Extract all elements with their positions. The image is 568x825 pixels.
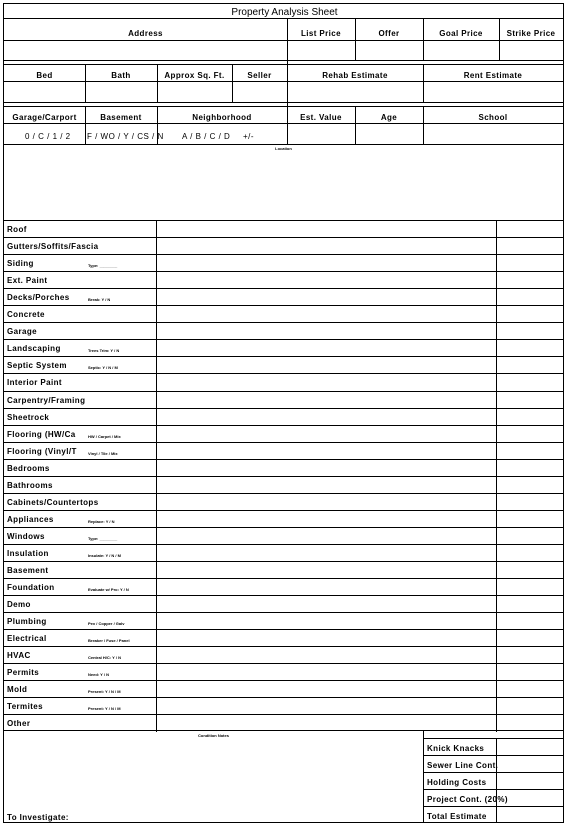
row-cost-field[interactable]	[498, 289, 562, 304]
property-analysis-sheet	[3, 3, 564, 823]
row-sub-options[interactable]: HW / Carpet / Mix	[88, 433, 121, 439]
garage-options[interactable]: 0 / C / 1 / 2	[25, 132, 71, 141]
list-price-field[interactable]	[288, 41, 354, 59]
row-label: Windows	[7, 531, 45, 541]
est-value-header: Est. Value	[300, 113, 342, 122]
row-label: Garage	[7, 327, 37, 337]
row-cost-field[interactable]	[498, 340, 562, 355]
cost-value-field[interactable]	[498, 790, 562, 805]
row-notes-field[interactable]	[157, 528, 496, 543]
row-sub-options[interactable]: Central H/C: Y / N	[88, 655, 121, 661]
row-notes-field[interactable]	[157, 494, 496, 509]
row-label: Other	[7, 719, 31, 729]
row-cost-field[interactable]	[498, 392, 562, 407]
row-notes-field[interactable]	[157, 664, 496, 679]
table-row	[4, 714, 563, 731]
row-label: Bathrooms	[7, 480, 53, 490]
row-notes-field[interactable]	[157, 255, 496, 270]
row-label: Carpentry/Framing	[7, 395, 86, 405]
divider	[496, 220, 497, 732]
est-value-field[interactable]	[288, 124, 354, 143]
row-cost-field[interactable]	[498, 528, 562, 543]
offer-field[interactable]	[356, 41, 422, 59]
row-cost-field[interactable]	[498, 494, 562, 509]
divider	[4, 106, 563, 107]
divider	[4, 64, 563, 65]
table-row	[4, 544, 563, 561]
row-cost-field[interactable]	[498, 681, 562, 696]
cost-label: Holding Costs	[427, 778, 487, 787]
table-row	[4, 305, 563, 322]
seller-field[interactable]	[233, 82, 286, 101]
row-label: Flooring (HW/Ca	[7, 429, 76, 439]
row-cost-field[interactable]	[498, 545, 562, 560]
row-sub-options[interactable]: Evaluate w/ Pro: Y / N	[88, 587, 129, 593]
row-sub-options[interactable]: Breaker / Fuse / Panel	[88, 638, 130, 644]
offer-header: Offer	[378, 29, 400, 38]
row-notes-field[interactable]	[157, 409, 496, 424]
row-notes-field[interactable]	[157, 460, 496, 475]
age-header: Age	[380, 113, 398, 122]
row-notes-field[interactable]	[157, 545, 496, 560]
row-label: Decks/Porches	[7, 293, 70, 303]
row-label: Permits	[7, 668, 40, 678]
row-cost-field[interactable]	[498, 596, 562, 611]
table-row	[4, 561, 563, 578]
age-field[interactable]	[356, 124, 422, 143]
sqft-field[interactable]	[158, 82, 231, 101]
row-label: Bedrooms	[7, 463, 50, 473]
school-header: School	[478, 113, 508, 122]
row-sub-options[interactable]: Present: Y / N / M	[88, 689, 121, 695]
row-notes-field[interactable]	[157, 443, 496, 458]
row-cost-field[interactable]	[498, 511, 562, 526]
row-cost-field[interactable]	[498, 357, 562, 372]
row-cost-field[interactable]	[498, 426, 562, 441]
table-row	[4, 254, 563, 271]
row-label: Demo	[7, 600, 31, 610]
row-sub-options[interactable]: Pex / Copper / Galv	[88, 621, 125, 627]
divider	[4, 18, 563, 19]
table-row	[4, 680, 563, 697]
row-notes-field[interactable]	[157, 374, 496, 389]
row-cost-field[interactable]	[498, 323, 562, 338]
garage-header: Garage/Carport	[12, 113, 77, 122]
table-row	[4, 476, 563, 493]
row-cost-field[interactable]	[498, 443, 562, 458]
row-notes-field[interactable]	[157, 306, 496, 321]
row-cost-field[interactable]	[498, 562, 562, 577]
location-field[interactable]	[5, 152, 562, 218]
row-notes-field[interactable]	[157, 392, 496, 407]
row-notes-field[interactable]	[157, 238, 496, 253]
row-label: Septic System	[7, 361, 67, 371]
strike-price-header: Strike Price	[506, 29, 556, 38]
row-label: Landscaping	[7, 344, 61, 354]
cost-label: Project Cont. (20%)	[427, 795, 508, 804]
row-label: Insulation	[7, 548, 49, 558]
divider	[4, 730, 563, 731]
table-row	[4, 237, 563, 254]
table-row	[4, 527, 563, 544]
divider	[496, 738, 497, 823]
row-notes-field[interactable]	[157, 511, 496, 526]
row-label: Cabinets/Countertops	[7, 497, 99, 507]
divider	[4, 60, 563, 61]
row-cost-field[interactable]	[498, 630, 562, 645]
neighborhood-header: Neighborhood	[192, 113, 252, 122]
row-cost-field[interactable]	[498, 477, 562, 492]
school-field[interactable]	[424, 124, 562, 143]
row-notes-field[interactable]	[157, 357, 496, 372]
row-label: Sheetrock	[7, 412, 50, 422]
cost-label: Total Estimate	[427, 812, 487, 821]
bed-header: Bed	[36, 71, 53, 80]
row-notes-field[interactable]	[157, 715, 496, 730]
table-row	[4, 493, 563, 510]
cost-label: Knick Knacks	[427, 744, 485, 753]
bed-field[interactable]	[5, 82, 84, 101]
row-sub-options[interactable]: Insulate: Y / N / M	[88, 552, 121, 558]
row-label: Flooring (Vinyl/T	[7, 446, 77, 456]
table-row	[4, 373, 563, 390]
table-row	[4, 408, 563, 425]
neighborhood-plus-minus[interactable]: +/-	[243, 132, 255, 141]
table-row	[4, 288, 563, 305]
row-cost-field[interactable]	[498, 374, 562, 389]
row-sub-options[interactable]: Type: ________	[88, 535, 118, 541]
table-row	[4, 322, 563, 339]
row-cost-field[interactable]	[498, 664, 562, 679]
row-notes-field[interactable]	[157, 289, 496, 304]
neighborhood-options[interactable]: A / B / C / D	[182, 132, 231, 141]
table-row	[4, 612, 563, 629]
row-sub-options[interactable]: Present: Y / N / M	[88, 706, 121, 712]
row-label: Mold	[7, 685, 28, 695]
strike-price-field[interactable]	[500, 41, 562, 59]
bath-field[interactable]	[86, 82, 156, 101]
rehab-estimate-field[interactable]	[289, 82, 422, 101]
row-notes-field[interactable]	[157, 647, 496, 662]
row-cost-field[interactable]	[498, 221, 562, 236]
row-label: Gutters/Soffits/Fascia	[7, 242, 99, 252]
row-sub-options[interactable]: Vinyl / Tile / Mix	[88, 450, 118, 456]
list-price-header: List Price	[300, 29, 341, 38]
table-row	[4, 339, 563, 356]
divider	[423, 730, 424, 823]
table-row	[4, 697, 563, 714]
row-label: Roof	[7, 225, 27, 234]
table-row	[4, 442, 563, 459]
row-notes-field[interactable]	[157, 698, 496, 713]
row-sub-options[interactable]: Type: ________	[88, 263, 118, 269]
table-row	[4, 220, 563, 237]
basement-options-cell[interactable]	[86, 124, 164, 143]
table-row	[4, 595, 563, 612]
seller-header: Seller	[247, 71, 272, 80]
rehab-estimate-header: Rehab Estimate	[322, 71, 388, 80]
cost-value-field[interactable]	[498, 773, 562, 788]
row-notes-field[interactable]	[157, 596, 496, 611]
row-notes-field[interactable]	[157, 477, 496, 492]
table-row	[4, 391, 563, 408]
cost-label: Sewer Line Cont.	[427, 761, 499, 770]
table-row	[4, 459, 563, 476]
table-row	[4, 510, 563, 527]
row-label: Basement	[7, 566, 49, 575]
row-label: HVAC	[7, 651, 31, 661]
condition-notes-label: Condition Notes	[198, 733, 229, 738]
table-row	[4, 663, 563, 680]
row-label: Appliances	[7, 514, 54, 524]
row-cost-field[interactable]	[498, 460, 562, 475]
cost-value-field[interactable]	[498, 807, 562, 822]
row-label: Termites	[7, 702, 43, 712]
row-sub-options[interactable]: Replace: Y / N	[88, 518, 115, 524]
table-row	[4, 646, 563, 663]
row-notes-field[interactable]	[157, 681, 496, 696]
address-header: Address	[128, 29, 163, 38]
row-sub-options[interactable]: Trees Trim: Y / N	[88, 348, 120, 354]
row-label: Ext. Paint	[7, 276, 48, 286]
row-cost-field[interactable]	[498, 613, 562, 628]
rent-estimate-header: Rent Estimate	[463, 71, 523, 80]
table-row	[4, 271, 563, 288]
row-cost-field[interactable]	[498, 272, 562, 287]
divider	[4, 144, 563, 145]
sheet-title: Property Analysis Sheet	[231, 7, 338, 18]
row-cost-field[interactable]	[498, 715, 562, 730]
cost-value-field[interactable]	[498, 739, 562, 754]
rent-estimate-field[interactable]	[424, 82, 562, 101]
row-notes-field[interactable]	[157, 579, 496, 594]
row-cost-field[interactable]	[498, 306, 562, 321]
row-label: Interior Paint	[7, 378, 62, 388]
row-notes-field[interactable]	[157, 562, 496, 577]
divider	[4, 102, 563, 103]
row-label: Electrical	[7, 634, 47, 644]
bath-header: Bath	[111, 71, 131, 80]
table-row	[4, 425, 563, 442]
row-cost-field[interactable]	[498, 409, 562, 424]
row-label: Concrete	[7, 310, 45, 320]
row-cost-field[interactable]	[498, 647, 562, 662]
row-cost-field[interactable]	[498, 698, 562, 713]
row-cost-field[interactable]	[498, 238, 562, 253]
goal-price-field[interactable]	[424, 41, 498, 59]
basement-header: Basement	[100, 113, 142, 122]
row-sub-options[interactable]: Need: Y / N	[88, 672, 109, 678]
row-sub-options[interactable]: Break: Y / N	[88, 297, 111, 303]
cost-value-field[interactable]	[498, 756, 562, 771]
row-label: Siding	[7, 259, 34, 269]
row-notes-field[interactable]	[157, 613, 496, 628]
row-notes-field[interactable]	[157, 340, 496, 355]
row-sub-options[interactable]: Septic: Y / N / M	[88, 365, 118, 371]
row-cost-field[interactable]	[498, 255, 562, 270]
to-investigate-label: To Investigate:	[7, 813, 69, 822]
condition-notes-field[interactable]	[5, 739, 421, 809]
table-row	[4, 356, 563, 373]
row-label: Plumbing	[7, 617, 47, 627]
row-notes-field[interactable]	[157, 630, 496, 645]
row-cost-field[interactable]	[498, 579, 562, 594]
row-notes-field[interactable]	[157, 272, 496, 287]
location-label: Location	[275, 146, 292, 151]
basement-options: F / WO / Y / CS / N	[87, 132, 164, 141]
sqft-header: Approx Sq. Ft.	[164, 71, 225, 80]
row-notes-field[interactable]	[157, 221, 496, 236]
goal-price-header: Goal Price	[439, 29, 483, 38]
row-notes-field[interactable]	[157, 323, 496, 338]
row-label: Foundation	[7, 583, 55, 593]
table-row	[4, 578, 563, 595]
row-notes-field[interactable]	[157, 426, 496, 441]
table-row	[4, 629, 563, 646]
address-field[interactable]	[5, 41, 286, 59]
divider	[156, 220, 157, 732]
